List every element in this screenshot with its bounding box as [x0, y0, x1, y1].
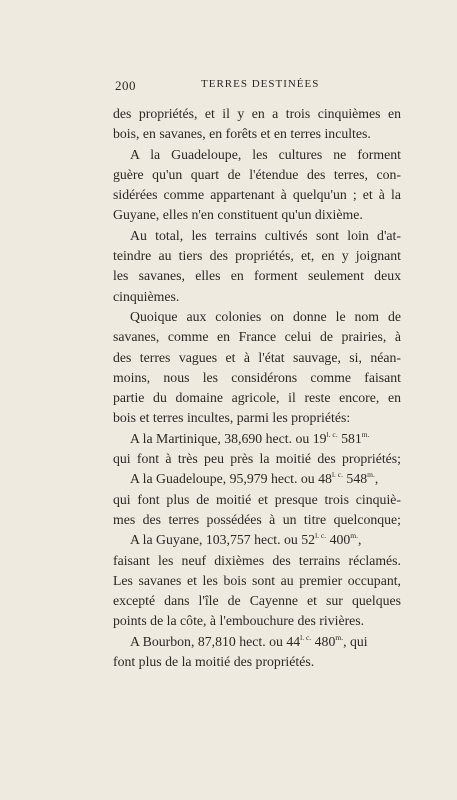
text-line-bourbon: A Bourbon, 87,810 hect. ou $44^{l. c.}$ $480^{m.}$, qui [130, 632, 368, 649]
text-line: les savanes, elles en forment seulement deux [113, 268, 401, 284]
text-line: Les savanes et les bois sont au premier occupant, [113, 572, 401, 588]
page-header [115, 78, 401, 96]
text-line: qui font à très peu près la moitié des propriétés; [113, 451, 401, 467]
text-line: moins, nous les considérons comme faisant [113, 369, 401, 385]
page-number: 200 [115, 78, 136, 93]
text-line: font plus de la moitié des propriétés. [113, 654, 315, 670]
text-line: bois et terres incultes, parmi les propriétés: [113, 410, 351, 426]
text-line: bois, en savanes, en forêts et en terres incultes. [113, 126, 371, 142]
text-line: partie du domaine agricole, il reste encore, en [113, 390, 401, 406]
text-line-guyane: A la Guyane, 103,757 hect. ou $52^{l. c.}$ $400^{m.}$, [130, 531, 362, 548]
body-text [113, 104, 401, 672]
text-line: des propriétés, et il y en a trois cinquièmes en [113, 106, 401, 121]
text-line: Au total, les terrains cultivés sont loin d'at- [130, 227, 401, 243]
text-line: sidérées comme appartenant à quelqu'un ; et à la [113, 187, 401, 203]
text-line: points de la côte, à l'embouchure des rivières. [113, 613, 365, 629]
text-line: qui font plus de moitié et presque trois cinquiè- [113, 491, 401, 507]
text-line: Quoique aux colonies on donne le nom de [130, 308, 401, 324]
text-line: Guyane, elles n'en constituent qu'un dixième. [113, 207, 363, 223]
text-line: excepté dans l'île de Cayenne et sur quelques [113, 593, 401, 609]
text-line: A la Guadeloupe, les cultures ne forment [130, 146, 401, 162]
text-line: guère qu'un quart de l'étendue des terres, con- [113, 166, 401, 182]
text-line-guadeloupe: A la Guadeloupe, 95,979 hect. ou $48^{l. c.}$ $548^{m.}$, [130, 470, 379, 487]
text-line: teindre au tiers des propriétés, et, en y joignant [113, 248, 401, 264]
text-line: savanes, comme en France celui de prairies, à [113, 329, 401, 345]
text-line-martinique: A la Martinique, 38,690 hect. ou $19^{l. c.}$ $581^{m.}$ [130, 429, 370, 446]
text-line: faisant les neuf dixièmes des terrains réclamés. [113, 552, 401, 568]
text-line: mes des terres possédées à un titre quelconque; [113, 511, 401, 527]
text-line: cinquièmes. [113, 288, 180, 304]
running-title: TERRES DESTINÉES [201, 78, 320, 90]
text-line: des terres vagues et à l'état sauvage, si, néan- [113, 349, 401, 365]
